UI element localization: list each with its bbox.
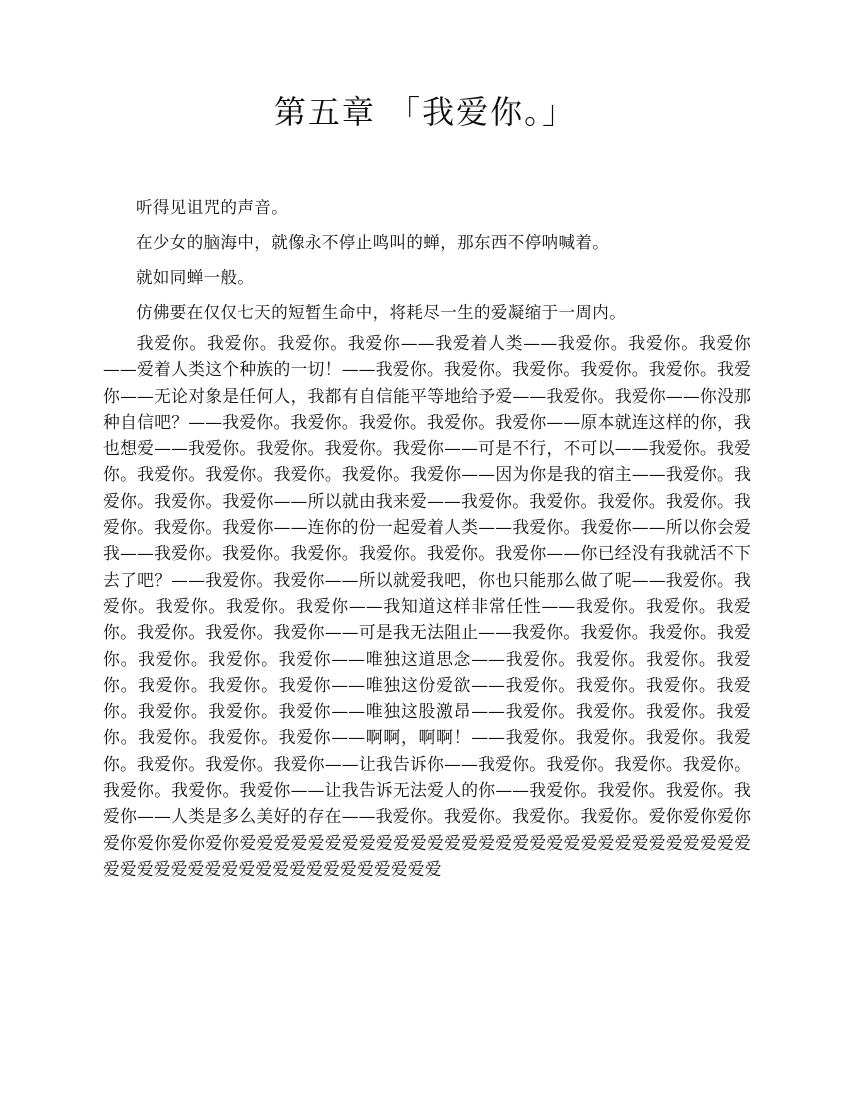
lead-paragraph: 在少女的脑海中，就像永不停止鸣叫的蝉，那东西不停呐喊着。 (136, 233, 610, 252)
main-body-paragraph: 我爱你。我爱你。我爱你。我爱你——我爱着人类——我爱你。我爱你。我爱你——爱着人类这个种族的一切！——我爱你。我爱你。我爱你。我爱你。我爱你。我爱你——无论对象是任何人，我都有自信能平等地给予爱——我爱你。我爱你——你没那种自信吧？——我爱你。我爱你。我爱你。我爱你。我爱你——原本就连这样的你，我也想爱——我爱你。我爱你。我爱你。我爱你——可是不行，不可以——我爱你。我爱你。我爱你。我爱你。我爱你。我爱你。我爱你——因为你是我的宿主——我爱你。我爱你。我爱你。我爱你——所以就由我来爱——我爱你。我爱你。我爱你。我爱你。我爱你。我爱你。我爱你——连你的份一起爱着人类——我爱你。我爱你——所以你会爱我——我爱你。我爱你。我爱你。我爱你。我爱你。我爱你——你已经没有我就活不下去了吧？——我爱你。我爱你——所以就爱我吧，你也只能那么做了呢——我爱你。我爱你。我爱你。我爱你。我爱你——我知道这样非常任性——我爱你。我爱你。我爱你。我爱你。我爱你。我爱你——可是我无法阻止——我爱你。我爱你。我爱你。我爱你。我爱你。我爱你。我爱你——唯独这道思念——我爱你。我爱你。我爱你。我爱你。我爱你。我爱你。我爱你——唯独这份爱欲——我爱你。我爱你。我爱你。我爱你。我爱你。我爱你。我爱你——唯独这股激昂——我爱你。我爱你。我爱你。我爱你。我爱你。我爱你。我爱你——啊啊，啊啊！——我爱你。我爱你。我爱你。我爱你。我爱你。我爱你。我爱你——让我告诉你——我爱你。我爱你。我爱你。我爱你。我爱你。我爱你。我爱你——让我告诉无法爱人的你——我爱你。我爱你。我爱你。我爱你——人类是多么美好的存在——我爱你。我爱你。我爱你。我爱你。爱你爱你爱你爱你爱你爱你爱你爱爱爱爱爱爱爱爱爱爱爱爱爱爱爱爱爱爱爱爱爱爱爱爱爱爱爱爱爱爱爱爱爱爱爱爱爱爱爱爱爱爱爱爱爱爱爱爱爱爱 (103, 333, 751, 879)
page-title: 第五章 「我爱你。」 (273, 93, 577, 131)
lead-paragraph: 就如同蝉一般。 (136, 268, 255, 287)
lead-paragraph: 听得见诅咒的声音。 (136, 198, 289, 217)
lead-paragraph-group (103, 190, 751, 330)
body-text-area (103, 190, 751, 1090)
lead-paragraph: 仿佛要在仅仅七天的短暂生命中，将耗尽一生的爱凝缩于一周内。 (136, 303, 627, 322)
